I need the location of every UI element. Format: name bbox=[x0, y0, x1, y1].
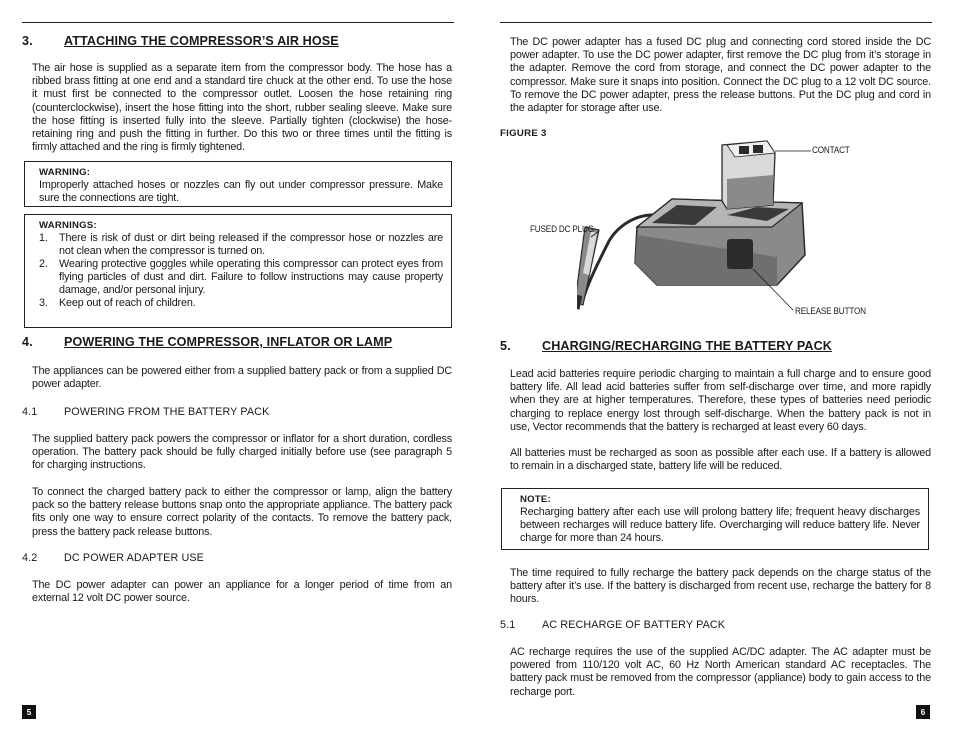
subsection-4-1-heading: 4.1 POWERING FROM THE BATTERY PACK bbox=[22, 406, 270, 418]
warning-box bbox=[24, 161, 452, 207]
subsection-4-1-para-2: To connect the charged battery pack to either the compressor or lamp, align the battery pack so the battery release buttons snap onto the appropriate appliance. The battery pack fits only one way to ensure correct polarity of the contacts. To remove the battery pack, press the battery pack release buttons. bbox=[32, 486, 452, 538]
section-5-para-1: Lead acid batteries require periodic charging to maintain a full charge and to ensure good battery life. All lead acid batteries suffer from self-discharge over time, and more rapidly when they are at higher temperatures. Therefore, these types of batteries need periodic charging to replace energy lost through self-discharge. When the battery pack is not in use, Vector recommends that the battery is recharged at least every 60 days. bbox=[510, 368, 931, 433]
page-number: 6 bbox=[916, 705, 930, 719]
dc-adapter-figure bbox=[577, 135, 837, 315]
section-4-intro: The appliances can be powered either from a supplied battery pack or from a supplied DC power adapter. bbox=[32, 365, 452, 391]
top-rule bbox=[500, 22, 932, 23]
section-title: ATTACHING THE COMPRESSOR’S AIR HOSE bbox=[64, 34, 339, 48]
warnings-list bbox=[39, 232, 443, 310]
subsection-4-2-para: The DC power adapter can power an appliance for a longer period of time from an external 12 volt DC power source. bbox=[32, 579, 452, 605]
section-5-para-2: All batteries must be recharged as soon as possible after each use. If a battery is allowed to remain in a discharged state, battery life will be reduced. bbox=[510, 447, 931, 473]
section-title: POWERING THE COMPRESSOR, INFLATOR OR LAMP bbox=[64, 335, 393, 349]
callout-fused-dc-plug: FUSED DC PLUG bbox=[530, 224, 594, 235]
dc-adapter-para: The DC power adapter has a fused DC plug and connecting cord stored inside the DC power adapter. To use the DC power adapter, first remove the DC plug from it’s storage in the adapter. Remove the cord from storage, and connect the DC power adapter to the compressor. Make sure it snaps into position. Connect the DC plug to a 12 volt DC source. To remove the DC power adapter, press the release buttons. Put the DC plug and cord in the adapter for storage after use. bbox=[510, 36, 931, 115]
warning-label: WARNING: bbox=[39, 167, 91, 178]
warning-text: Improperly attached hoses or nozzles can fly out under compressor pressure. Make sure the connections are tight. bbox=[39, 179, 443, 204]
note-text: Recharging battery after each use will prolong battery life; frequent heavy discharges between recharges will reduce battery life. Overcharging will reduce battery life. Never charge for more than 24 hours. bbox=[520, 506, 920, 544]
warnings-label: WARNINGS: bbox=[39, 220, 97, 231]
section-number: 3. bbox=[22, 34, 33, 48]
callout-contact: CONTACT bbox=[812, 145, 850, 156]
contact-tower bbox=[722, 141, 775, 209]
section-4-heading bbox=[22, 335, 392, 349]
list-item: 3. Keep out of reach of children. bbox=[39, 297, 196, 309]
figure-label: FIGURE 3 bbox=[500, 128, 547, 139]
section-number: 4. bbox=[22, 335, 33, 349]
section-number: 5. bbox=[500, 339, 511, 353]
page-number: 5 bbox=[22, 705, 36, 719]
contact-icon bbox=[739, 146, 749, 154]
section-3-heading bbox=[22, 34, 339, 48]
section-5-para-3: The time required to fully recharge the battery pack depends on the charge status of the battery after it’s use. If the battery is discharged from recent use, recharge the battery for 8 hours. bbox=[510, 567, 931, 606]
note-label: NOTE: bbox=[520, 494, 551, 505]
callout-release-button: RELEASE BUTTON bbox=[795, 306, 866, 317]
warnings-box bbox=[24, 214, 452, 328]
subsection-5-1-heading: 5.1 AC RECHARGE OF BATTERY PACK bbox=[500, 619, 726, 631]
adapter-body bbox=[635, 199, 805, 285]
section-3-body: The air hose is supplied as a separate item from the compressor body. The hose has a ribbed brass fitting at one end and a standard tire chuck at the other end. To use the hose it must first be connected to the compressor outlet. Loosen the hose retaining ring (counterclockwise), insert the hose fitting into the short, rubber sealing sleeve. Make sure the hose fitting is inserted fully into the sleeve. Partially tighten (clockwise) the hose-retaining ring and push the fitting in further. Do this two or three times until the fitting is firmly attached and the ring is firmly tightened. bbox=[32, 62, 452, 154]
subsection-4-2-heading: 4.2 DC POWER ADAPTER USE bbox=[22, 552, 204, 564]
list-item: 2. Wearing protective goggles while operating this compressor can protect eyes from flying particles of dust and dirt. Failure to follow instructions may cause property damage, and/or personal injury. bbox=[39, 258, 443, 296]
section-title: CHARGING/RECHARGING THE BATTERY PACK bbox=[542, 339, 832, 353]
right-page bbox=[477, 0, 954, 738]
top-rule bbox=[22, 22, 454, 23]
list-item: 1. There is risk of dust or dirt being released if the compressor hose or nozzles are not clean when the compressor is turned on. bbox=[39, 232, 443, 257]
section-5-heading bbox=[500, 339, 832, 353]
note-box bbox=[501, 488, 929, 550]
release-button-icon bbox=[727, 239, 753, 269]
subsection-5-1-para: AC recharge requires the use of the supplied AC/DC adapter. The AC adapter must be powered from 110/120 volt AC, 60 Hz North American standard AC receptacles. The battery pack must be removed from the compressor (appliance) body to gain access to the recharge port. bbox=[510, 646, 931, 698]
subsection-4-1-para-1: The supplied battery pack powers the compressor or inflator for a short duration, cordless operation. The battery pack should be fully charged initially before use (see paragraph 5 for charging instructions. bbox=[32, 433, 452, 472]
